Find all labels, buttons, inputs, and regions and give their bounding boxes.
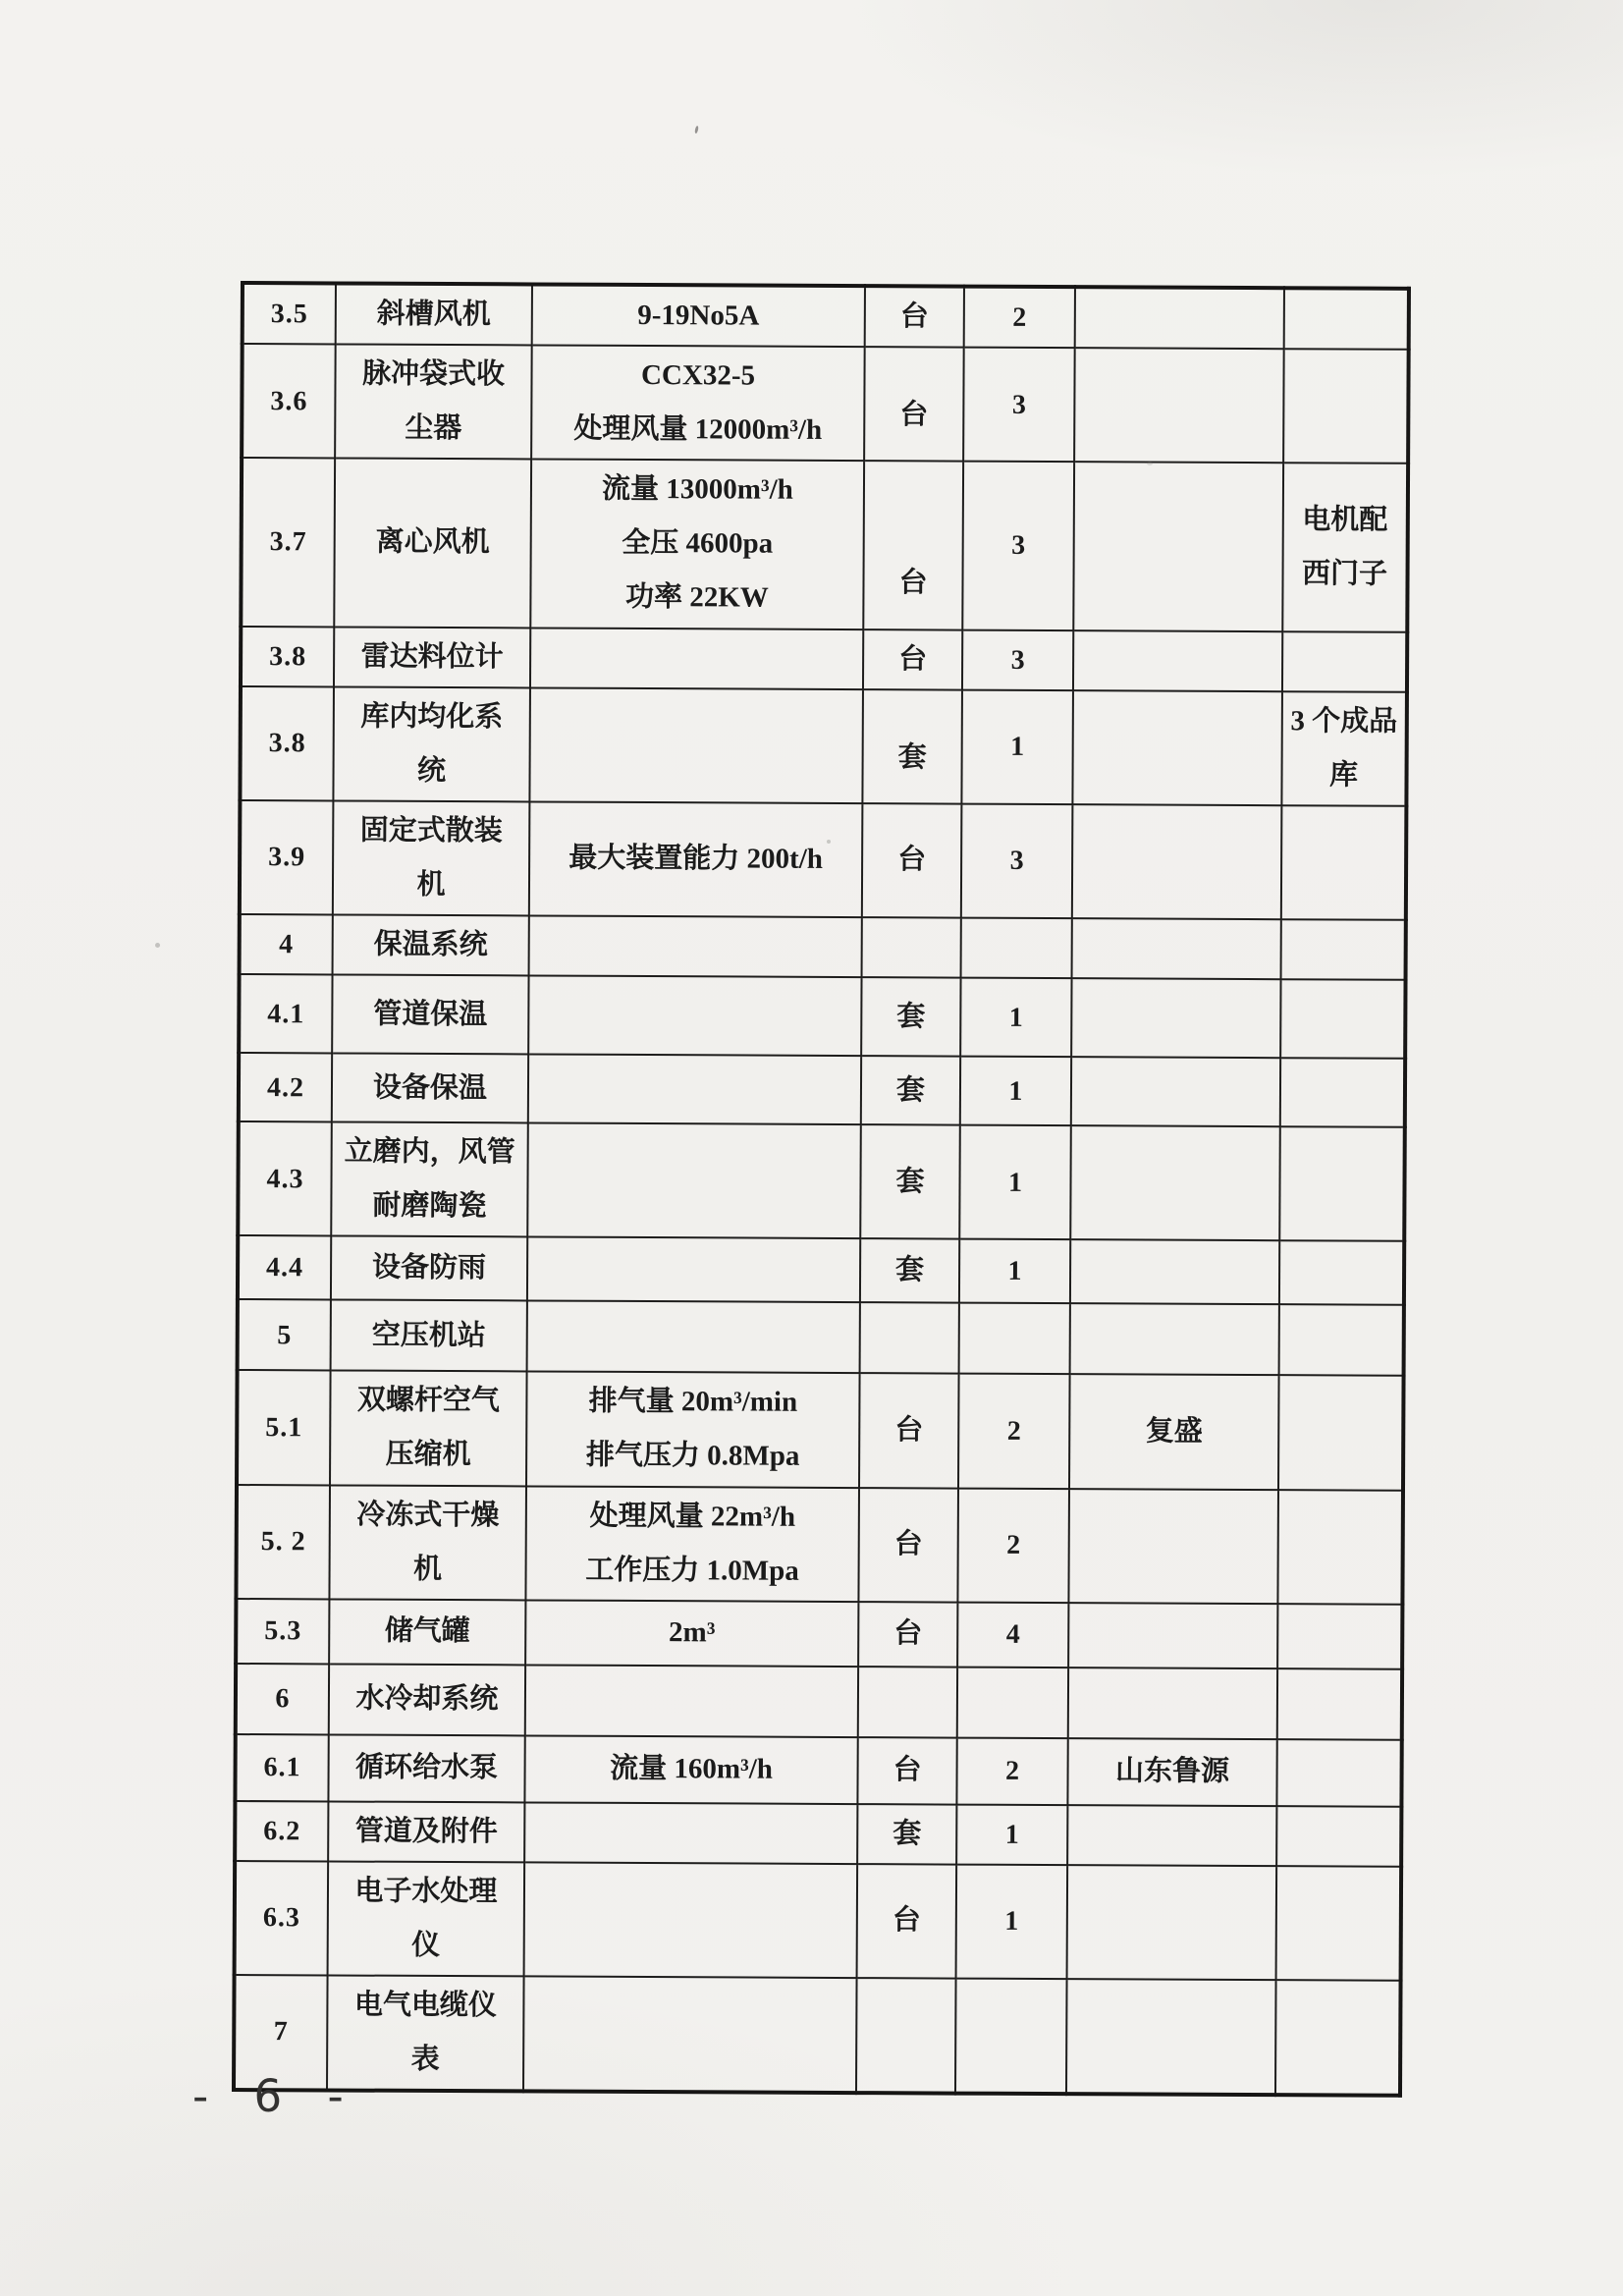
cell-spec: [523, 1976, 857, 2093]
cell-maker: [1068, 1603, 1277, 1668]
cell-name: 储气罐: [329, 1599, 525, 1665]
table-row: [239, 1053, 1405, 1127]
cell-maker: [1074, 348, 1284, 463]
cell-unit: 套: [861, 1056, 960, 1124]
cell-qty: 1: [960, 1057, 1071, 1126]
cell-spec: 流量 13000m³/h 全压 4600pa 功率 22KW: [530, 460, 864, 629]
cell-name: 循环给水泵: [328, 1734, 524, 1802]
cell-qty: 3: [962, 629, 1073, 690]
cell-qty: [955, 1979, 1067, 2095]
cell-name: 电子水处理 仪: [328, 1861, 525, 1976]
cell-unit: 套: [861, 977, 960, 1056]
cell-unit: 台: [857, 1864, 957, 1979]
table-row: [235, 1861, 1402, 1981]
cell-unit: [856, 1978, 956, 2094]
cell-name: 库内均化系 统: [333, 686, 530, 801]
cell-remark: [1276, 1806, 1401, 1867]
table-row: [234, 1975, 1401, 2096]
cell-qty: 3: [962, 462, 1074, 630]
table-row: [238, 1235, 1404, 1305]
cell-remark: [1280, 979, 1405, 1059]
cell-name: 双螺杆空气 压缩机: [330, 1371, 527, 1486]
cell-no: 5.1: [237, 1370, 331, 1485]
cell-spec: 2m³: [525, 1600, 858, 1667]
cell-maker: [1068, 1667, 1277, 1739]
cell-no: 4.1: [239, 974, 332, 1053]
cell-unit: [862, 917, 961, 978]
cell-no: 6.2: [235, 1801, 328, 1862]
cell-remark: [1279, 1240, 1404, 1305]
table-row: [241, 458, 1408, 631]
cell-remark: [1279, 1126, 1405, 1241]
cell-remark: 电机配 西门子: [1282, 463, 1408, 631]
table-row: [235, 1734, 1401, 1807]
cell-unit: 台: [864, 347, 964, 462]
cell-no: 6.1: [235, 1734, 328, 1801]
cell-maker: [1070, 1303, 1279, 1375]
cell-qty: 3: [963, 348, 1075, 463]
cell-no: 5: [238, 1299, 331, 1370]
cell-qty: 1: [959, 1125, 1071, 1240]
cell-qty: 1: [961, 689, 1073, 804]
cell-spec: [524, 1862, 858, 1978]
cell-spec: 最大装置能力 200t/h: [529, 801, 863, 917]
cell-maker: [1072, 804, 1282, 919]
cell-name: 电气电缆仪 表: [327, 1975, 524, 2091]
cell-qty: 1: [959, 1239, 1070, 1304]
cell-no: 5. 2: [236, 1484, 330, 1599]
cell-remark: [1275, 1980, 1401, 2096]
cell-remark: [1277, 1668, 1402, 1740]
cell-spec: [529, 687, 863, 803]
cell-maker: [1070, 1239, 1279, 1304]
cell-unit: 台: [857, 1737, 956, 1804]
cell-qty: 2: [964, 287, 1075, 349]
table-row: [240, 800, 1407, 920]
cell-maker: [1068, 1489, 1278, 1604]
cell-spec: CCX32-5 处理风量 12000m³/h: [531, 346, 865, 462]
cell-remark: [1276, 1866, 1402, 1981]
cell-spec: [528, 1055, 861, 1125]
cell-spec: 流量 160m³/h: [524, 1735, 857, 1804]
cell-name: 立磨内，风管 耐磨陶瓷: [331, 1122, 528, 1237]
scan-noise: [694, 126, 699, 134]
cell-qty: [959, 1303, 1070, 1375]
cell-spec: [525, 1665, 858, 1737]
cell-unit: 台: [859, 1373, 959, 1488]
table-row: [238, 1121, 1405, 1241]
cell-remark: [1277, 1604, 1402, 1669]
cell-maker: [1075, 287, 1284, 349]
cell-maker: [1071, 1057, 1280, 1126]
cell-qty: 1: [956, 1804, 1067, 1865]
cell-unit: [858, 1667, 957, 1737]
cell-remark: [1283, 349, 1409, 464]
cell-maker: [1067, 1865, 1277, 1980]
cell-maker: [1073, 462, 1283, 630]
cell-no: 3.9: [240, 800, 334, 915]
cell-name: 设备防雨: [331, 1236, 527, 1301]
cell-qty: 4: [957, 1602, 1068, 1667]
cell-no: 4.2: [239, 1053, 332, 1121]
cell-qty: 2: [956, 1737, 1067, 1805]
table-row: [237, 1370, 1404, 1490]
cell-remark: [1284, 288, 1409, 350]
table-row: [240, 686, 1407, 806]
cell-name: 斜槽风机: [336, 283, 532, 345]
cell-no: 3.7: [241, 458, 335, 627]
cell-remark: [1278, 1375, 1404, 1490]
cell-maker: 复盛: [1069, 1374, 1279, 1489]
cell-no: 4.4: [238, 1235, 331, 1299]
cell-no: 3.8: [241, 627, 334, 687]
cell-spec: 处理风量 22m³/h 工作压力 1.0Mpa: [525, 1486, 859, 1602]
cell-remark: [1282, 631, 1407, 692]
cell-name: 离心风机: [334, 459, 531, 628]
cell-no: 4.3: [238, 1121, 332, 1236]
cell-name: 固定式散装 机: [333, 800, 530, 915]
cell-remark: [1276, 1739, 1401, 1807]
cell-no: 3.5: [243, 283, 336, 345]
table-row: [243, 283, 1409, 350]
cell-name: 管道保温: [332, 975, 528, 1055]
cell-maker: [1072, 690, 1282, 805]
cell-name: 设备保温: [332, 1054, 528, 1123]
cell-unit: [860, 1302, 959, 1373]
cell-unit: 台: [865, 286, 964, 348]
cell-name: 管道及附件: [328, 1801, 524, 1862]
cell-qty: 1: [960, 978, 1071, 1058]
scan-noise: [155, 943, 160, 948]
cell-unit: 套: [860, 1124, 960, 1239]
cell-no: 3.8: [240, 686, 334, 801]
table-row: [236, 1599, 1402, 1669]
cell-name: 保温系统: [333, 914, 529, 975]
cell-qty: 2: [958, 1374, 1070, 1489]
equipment-table-body: [234, 283, 1409, 2096]
cell-spec: [527, 1301, 860, 1374]
cell-maker: [1073, 630, 1282, 691]
cell-remark: [1280, 1058, 1405, 1127]
cell-remark: [1281, 805, 1407, 920]
cell-remark: [1279, 1304, 1404, 1376]
cell-no: 6.3: [235, 1861, 329, 1976]
cell-unit: 台: [858, 1602, 957, 1667]
cell-maker: [1067, 1805, 1276, 1866]
cell-unit: 台: [863, 629, 962, 690]
cell-maker: [1072, 918, 1281, 979]
cell-qty: [961, 918, 1072, 979]
cell-spec: [524, 1802, 857, 1864]
cell-name: 雷达料位计: [334, 627, 530, 687]
cell-remark: [1281, 919, 1406, 980]
cell-spec: 9-19No5A: [532, 284, 865, 347]
cell-no: 3.6: [242, 344, 336, 459]
cell-spec: [527, 1237, 860, 1303]
cell-unit: 套: [860, 1238, 959, 1302]
cell-name: 空压机站: [331, 1300, 527, 1372]
cell-unit: 台: [858, 1488, 958, 1603]
cell-no: 5.3: [236, 1599, 329, 1664]
cell-qty: 3: [961, 803, 1073, 918]
cell-name: 脉冲袋式收 尘器: [335, 345, 532, 460]
cell-no: 7: [234, 1975, 328, 2091]
cell-remark: [1277, 1490, 1403, 1605]
cell-maker: [1071, 978, 1280, 1058]
table-row: [240, 914, 1406, 980]
table-row: [242, 344, 1409, 464]
cell-unit: 套: [862, 689, 962, 804]
cell-spec: [527, 1123, 861, 1239]
cell-no: 6: [236, 1664, 329, 1734]
cell-name: 水冷却系统: [329, 1664, 525, 1735]
cell-maker: [1070, 1125, 1280, 1240]
cell-maker: 山东鲁源: [1067, 1738, 1276, 1806]
cell-spec: 排气量 20m³/min 排气压力 0.8Mpa: [526, 1372, 860, 1488]
cell-maker: [1066, 1979, 1276, 2095]
table-row: [236, 1484, 1403, 1604]
cell-spec: [530, 628, 863, 689]
cell-qty: 2: [957, 1488, 1069, 1603]
table-row: [239, 974, 1405, 1059]
cell-unit: 台: [862, 803, 962, 918]
cell-qty: 1: [956, 1864, 1068, 1979]
cell-remark: 3 个成品 库: [1281, 691, 1407, 806]
table-row: [241, 627, 1407, 692]
table-row: [238, 1299, 1404, 1376]
cell-qty: [957, 1667, 1068, 1738]
page-number: - 6 -: [192, 2070, 359, 2122]
cell-name: 冷冻式干燥 机: [329, 1485, 526, 1600]
cell-spec: [528, 976, 861, 1057]
table-row: [236, 1664, 1402, 1740]
cell-unit: 台: [863, 461, 963, 629]
cell-no: 4: [240, 914, 333, 975]
table-row: [235, 1801, 1401, 1867]
cell-unit: 套: [857, 1804, 956, 1865]
equipment-table: [232, 281, 1411, 2098]
cell-spec: [529, 915, 862, 977]
